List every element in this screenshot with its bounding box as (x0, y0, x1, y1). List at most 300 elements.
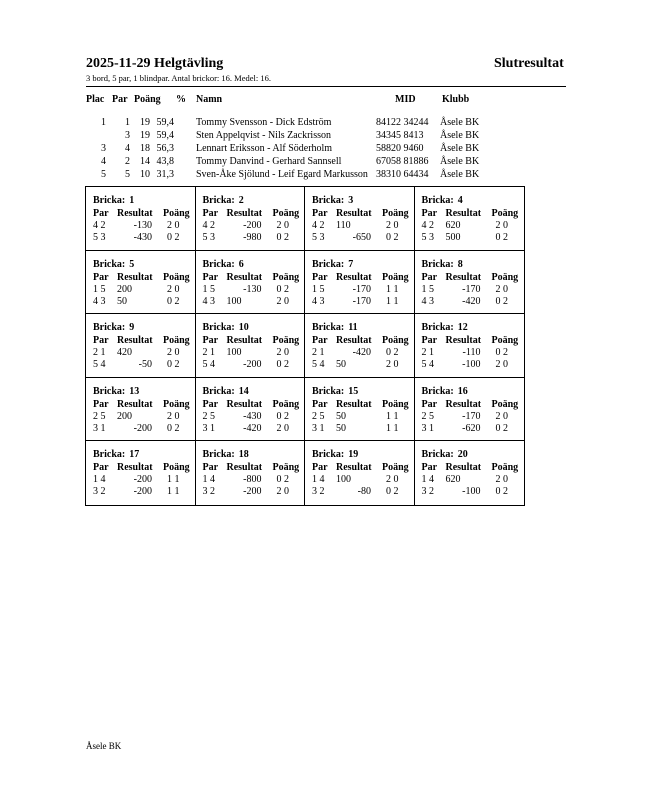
board-header-par: Par (312, 462, 328, 474)
board-result: 620 (445, 474, 461, 486)
board-result: -100 (462, 359, 481, 371)
board-result: -200 (133, 474, 152, 486)
board-result: 50 (336, 359, 346, 371)
board-points: 1 1 (386, 410, 399, 422)
result-klubb: Åsele BK (440, 156, 480, 167)
board-header-par: Par (93, 208, 109, 219)
board-header-par: Par (312, 271, 328, 283)
board-header-poang: Poäng (163, 462, 190, 474)
result-poang: 14 (140, 156, 150, 167)
board-pair: 3 1 (312, 422, 325, 434)
board-points: 0 2 (167, 359, 180, 371)
board-result: -420 (352, 347, 371, 359)
board-points: 2 0 (276, 486, 289, 498)
result-pct: 31,3 (156, 169, 174, 180)
board-result: 50 (336, 410, 346, 422)
board-header-par: Par (202, 271, 219, 283)
result-par: 1 (125, 117, 130, 128)
result-mid: 34345 8413 (376, 130, 424, 141)
page-title: 2025-11-29 Helgtävling (86, 56, 224, 71)
board-title (203, 386, 249, 397)
board-result: -650 (352, 232, 371, 243)
board-card (415, 378, 525, 442)
result-poang: 10 (140, 169, 150, 180)
board-pair: 3 2 (421, 486, 434, 498)
board-pair: 4 2 (312, 220, 325, 231)
board-card (196, 314, 306, 378)
board-label: Bricka: (421, 449, 454, 461)
board-result: -200 (243, 359, 262, 371)
board-header-par: Par (93, 271, 109, 283)
board-header-resultat: Resultat (226, 335, 263, 347)
report-type-title: Slutresultat (494, 56, 564, 71)
board-result: -110 (462, 347, 481, 359)
result-namn: Tommy Danvind - Gerhard Sannsell (196, 156, 342, 167)
board-number: 20 (457, 449, 468, 461)
board-result: -200 (133, 486, 152, 498)
board-result: 110 (336, 220, 351, 231)
board-card (86, 251, 196, 315)
board-header-poang: Poäng (163, 398, 190, 410)
board-pair: 2 1 (93, 347, 106, 359)
board-pair: 2 5 (202, 410, 215, 422)
board-pair: 1 5 (93, 283, 106, 295)
board-pair: 3 2 (312, 486, 325, 498)
board-points: 0 2 (276, 232, 289, 243)
board-card (305, 314, 415, 378)
board-header-par: Par (421, 271, 438, 283)
board-header-par: Par (202, 398, 219, 410)
board-label: Bricka: (421, 385, 454, 397)
board-title (312, 195, 353, 206)
board-pair: 3 1 (202, 422, 215, 434)
board-pair: 2 1 (312, 347, 325, 359)
board-header-poang: Poäng (382, 335, 409, 347)
board-result: 50 (336, 422, 346, 434)
board-header-resultat: Resultat (336, 462, 372, 474)
result-mid: 38310 64434 (376, 169, 429, 180)
board-points: 0 2 (167, 422, 180, 434)
board-header-par: Par (312, 398, 328, 410)
board-pair: 1 4 (312, 474, 325, 486)
board-points: 2 0 (276, 422, 289, 434)
board-number: 17 (129, 449, 140, 461)
board-pair: 1 5 (421, 283, 434, 295)
board-number: 16 (457, 385, 468, 397)
board-header-poang: Poäng (491, 462, 519, 474)
board-header-poang: Poäng (382, 398, 409, 410)
board-header-resultat: Resultat (117, 208, 153, 219)
board-card (196, 187, 306, 251)
board-header-resultat: Resultat (117, 462, 153, 474)
board-pair: 4 3 (93, 295, 106, 307)
board-points: 1 1 (167, 486, 180, 498)
board-card (305, 187, 415, 251)
result-klubb: Åsele BK (440, 143, 480, 154)
board-points: 0 2 (276, 410, 289, 422)
board-result: -170 (352, 283, 371, 295)
board-header-resultat: Resultat (226, 271, 263, 283)
board-result: -170 (462, 283, 481, 295)
board-number: 19 (348, 449, 359, 461)
board-title (203, 449, 249, 460)
board-header-poang: Poäng (163, 208, 190, 219)
result-par: 2 (125, 156, 130, 167)
board-label: Bricka: (93, 322, 126, 334)
board-title (203, 259, 244, 270)
board-points: 2 0 (167, 220, 180, 231)
board-card (415, 187, 525, 251)
board-result: 50 (117, 295, 127, 307)
board-pair: 4 3 (421, 295, 434, 307)
board-header-par: Par (202, 208, 219, 219)
header-divider (86, 86, 566, 87)
board-card (415, 314, 525, 378)
board-result: -130 (243, 283, 262, 295)
board-points: 2 0 (386, 359, 399, 371)
board-points: 2 0 (495, 474, 508, 486)
board-card (86, 314, 196, 378)
board-pair: 1 4 (202, 474, 215, 486)
result-namn: Tommy Svensson - Dick Edström (196, 117, 332, 128)
board-pair: 1 4 (421, 474, 434, 486)
board-title (312, 449, 358, 460)
board-title (93, 386, 139, 397)
board-header-poang: Poäng (272, 398, 300, 410)
board-title (312, 386, 358, 397)
result-par: 3 (125, 130, 130, 141)
board-points: 0 2 (386, 232, 399, 243)
board-header-resultat: Resultat (445, 208, 482, 219)
board-result: 420 (117, 347, 132, 359)
board-label: Bricka: (93, 195, 126, 206)
result-poang: 18 (140, 143, 150, 154)
board-points: 2 0 (276, 220, 289, 231)
board-points: 0 2 (386, 347, 399, 359)
col-header-plac: Plac (86, 94, 105, 105)
result-klubb: Åsele BK (440, 169, 480, 180)
col-header-mid: MID (395, 94, 416, 105)
board-points: 1 1 (386, 295, 399, 307)
board-header-resultat: Resultat (117, 271, 153, 283)
result-pct: 56,3 (156, 143, 174, 154)
board-points: 0 2 (276, 283, 289, 295)
board-pair: 3 1 (421, 422, 434, 434)
board-header-par: Par (93, 398, 109, 410)
board-header-par: Par (93, 335, 109, 347)
board-card (305, 441, 415, 505)
board-title (422, 386, 468, 397)
board-card (196, 441, 306, 505)
board-header-par: Par (312, 208, 328, 219)
board-header-par: Par (421, 398, 438, 410)
board-card (86, 441, 196, 505)
board-pair: 5 4 (421, 359, 434, 371)
board-points: 2 0 (386, 474, 399, 486)
board-label: Bricka: (202, 322, 235, 334)
board-title (93, 259, 134, 270)
board-label: Bricka: (312, 449, 345, 461)
board-pair: 4 3 (202, 295, 215, 307)
board-result: -130 (133, 220, 152, 231)
board-points: 2 0 (167, 410, 180, 422)
board-pair: 5 3 (93, 232, 106, 243)
result-klubb: Åsele BK (440, 130, 480, 141)
board-header-resultat: Resultat (445, 398, 482, 410)
board-points: 2 0 (276, 295, 289, 307)
board-label: Bricka: (93, 385, 126, 397)
board-header-resultat: Resultat (117, 335, 153, 347)
board-pair: 5 3 (421, 232, 434, 243)
board-label: Bricka: (421, 195, 454, 206)
board-pair: 3 2 (93, 486, 106, 498)
board-label: Bricka: (312, 258, 345, 270)
board-result: -200 (133, 422, 152, 434)
board-number: 1 (129, 195, 135, 206)
board-title (422, 449, 468, 460)
board-label: Bricka: (421, 322, 454, 334)
result-plac: 5 (101, 169, 106, 180)
board-header-poang: Poäng (272, 462, 300, 474)
result-namn: Sven-Åke Sjölund - Leif Egard Markusson (196, 169, 368, 180)
board-pair: 4 2 (421, 220, 434, 231)
board-header-resultat: Resultat (226, 208, 263, 219)
board-title (93, 195, 134, 206)
board-result: -420 (243, 422, 262, 434)
board-header-resultat: Resultat (336, 335, 372, 347)
board-label: Bricka: (421, 258, 454, 270)
board-result: -430 (133, 232, 152, 243)
result-poang: 19 (140, 130, 150, 141)
board-header-poang: Poäng (491, 398, 519, 410)
board-points: 2 0 (495, 359, 508, 371)
result-namn: Sten Appelqvist - Nils Zackrisson (196, 130, 331, 141)
board-result: -80 (357, 486, 371, 498)
board-points: 0 2 (386, 486, 399, 498)
board-result: 620 (445, 220, 461, 231)
result-mid: 58820 9460 (376, 143, 424, 154)
board-header-poang: Poäng (491, 208, 519, 219)
board-number: 12 (457, 322, 468, 334)
board-points: 2 0 (495, 410, 508, 422)
board-pair: 1 5 (202, 283, 215, 295)
board-points: 0 2 (495, 232, 508, 243)
board-header-par: Par (421, 335, 438, 347)
result-plac: 1 (101, 117, 106, 128)
col-header-pct: % (176, 94, 186, 105)
board-number: 11 (348, 322, 358, 334)
board-header-poang: Poäng (272, 271, 300, 283)
board-result: 200 (117, 283, 132, 295)
board-number: 8 (457, 258, 463, 270)
board-result: -170 (352, 295, 371, 307)
board-result: -100 (462, 486, 481, 498)
col-header-klubb: Klubb (442, 94, 470, 105)
board-result: -800 (243, 474, 262, 486)
board-header-par: Par (421, 208, 438, 219)
col-header-namn: Namn (196, 94, 223, 105)
board-header-poang: Poäng (491, 335, 519, 347)
board-number: 7 (348, 258, 354, 270)
board-pair: 5 4 (202, 359, 215, 371)
board-number: 2 (238, 195, 244, 206)
board-pair: 5 4 (93, 359, 106, 371)
board-result: -200 (243, 220, 262, 231)
board-header-poang: Poäng (272, 208, 300, 219)
result-namn: Lennart Eriksson - Alf Söderholm (196, 143, 333, 154)
board-label: Bricka: (202, 385, 235, 397)
board-header-poang: Poäng (382, 462, 409, 474)
board-points: 2 0 (495, 283, 508, 295)
board-card (196, 378, 306, 442)
board-label: Bricka: (93, 449, 126, 461)
board-label: Bricka: (202, 195, 235, 206)
board-pair: 1 5 (312, 283, 325, 295)
board-points: 0 2 (167, 295, 180, 307)
result-klubb: Åsele BK (440, 117, 480, 128)
board-number: 13 (129, 385, 140, 397)
board-title (312, 259, 353, 270)
board-header-par: Par (421, 462, 438, 474)
board-pair: 2 5 (93, 410, 106, 422)
board-header-poang: Poäng (382, 208, 409, 219)
board-label: Bricka: (93, 258, 126, 270)
board-title (422, 259, 463, 270)
result-pct: 43,8 (156, 156, 174, 167)
board-header-resultat: Resultat (445, 271, 482, 283)
result-mid: 67058 81886 (376, 156, 429, 167)
board-number: 4 (457, 195, 463, 206)
board-header-resultat: Resultat (445, 335, 482, 347)
board-pair: 5 4 (312, 359, 325, 371)
result-pct: 59,4 (156, 130, 174, 141)
board-header-par: Par (312, 335, 328, 347)
board-header-poang: Poäng (163, 335, 190, 347)
board-title (93, 449, 139, 460)
board-header-poang: Poäng (272, 335, 300, 347)
board-points: 0 2 (495, 347, 508, 359)
board-card (86, 187, 196, 251)
col-header-poang: Poäng (134, 94, 161, 105)
board-points: 2 0 (495, 220, 508, 231)
board-pair: 5 3 (202, 232, 215, 243)
board-header-resultat: Resultat (226, 462, 263, 474)
board-result: -980 (243, 232, 262, 243)
board-title (93, 322, 134, 333)
board-pair: 4 3 (312, 295, 325, 307)
board-points: 0 2 (495, 422, 508, 434)
board-points: 2 0 (386, 220, 399, 231)
board-label: Bricka: (202, 258, 235, 270)
board-pair: 1 4 (93, 474, 106, 486)
board-header-resultat: Resultat (336, 271, 372, 283)
board-pair: 3 2 (202, 486, 215, 498)
board-points: 1 1 (386, 283, 399, 295)
board-number: 10 (238, 322, 249, 334)
board-card (305, 378, 415, 442)
board-result: 100 (226, 295, 242, 307)
board-result: -200 (243, 486, 262, 498)
board-pair: 2 1 (421, 347, 434, 359)
board-pair: 2 5 (421, 410, 434, 422)
board-card (305, 251, 415, 315)
board-points: 2 0 (167, 283, 180, 295)
board-header-poang: Poäng (382, 271, 409, 283)
board-label: Bricka: (312, 322, 345, 334)
board-header-resultat: Resultat (336, 208, 372, 219)
board-points: 0 2 (276, 474, 289, 486)
board-number: 9 (129, 322, 135, 334)
board-points: 1 1 (167, 474, 180, 486)
board-header-resultat: Resultat (336, 398, 372, 410)
result-poang: 19 (140, 117, 150, 128)
board-number: 14 (238, 385, 249, 397)
board-card (196, 251, 306, 315)
event-summary: 3 bord, 5 par, 1 blindpar. Antal brickor: 16. Medel: 16. (86, 73, 271, 83)
board-card (415, 441, 525, 505)
result-plac: 3 (101, 143, 106, 154)
board-header-resultat: Resultat (226, 398, 263, 410)
col-header-par: Par (112, 94, 128, 105)
board-header-par: Par (93, 462, 109, 474)
result-par: 4 (125, 143, 130, 154)
board-pair: 2 5 (312, 410, 325, 422)
board-label: Bricka: (312, 195, 345, 206)
board-title (422, 322, 468, 333)
footer-club: Åsele BK (86, 741, 122, 751)
board-result: 100 (226, 347, 242, 359)
board-result: -620 (462, 422, 481, 434)
result-plac: 4 (101, 156, 106, 167)
board-pair: 5 3 (312, 232, 325, 243)
board-grid (85, 186, 525, 506)
board-number: 18 (238, 449, 249, 461)
board-pair: 4 2 (202, 220, 215, 231)
board-title (203, 322, 249, 333)
board-header-par: Par (202, 462, 219, 474)
board-result: -50 (138, 359, 152, 371)
board-result: 500 (445, 232, 461, 243)
board-result: -430 (243, 410, 262, 422)
board-number: 3 (348, 195, 354, 206)
board-points: 0 2 (495, 486, 508, 498)
board-header-poang: Poäng (163, 271, 190, 283)
board-points: 0 2 (167, 232, 180, 243)
board-points: 1 1 (386, 422, 399, 434)
board-card (86, 378, 196, 442)
result-mid: 84122 34244 (376, 117, 429, 128)
board-header-poang: Poäng (491, 271, 519, 283)
board-result: 100 (336, 474, 351, 486)
board-points: 2 0 (276, 347, 289, 359)
board-title (422, 195, 463, 206)
board-label: Bricka: (312, 385, 345, 397)
board-card (415, 251, 525, 315)
board-pair: 3 1 (93, 422, 106, 434)
result-par: 5 (125, 169, 130, 180)
board-points: 0 2 (276, 359, 289, 371)
board-number: 6 (238, 258, 244, 270)
board-result: 200 (117, 410, 132, 422)
board-points: 0 2 (495, 295, 508, 307)
board-header-par: Par (202, 335, 219, 347)
board-label: Bricka: (202, 449, 235, 461)
board-result: -170 (462, 410, 481, 422)
board-header-resultat: Resultat (445, 462, 482, 474)
board-pair: 2 1 (202, 347, 215, 359)
board-points: 2 0 (167, 347, 180, 359)
result-pct: 59,4 (156, 117, 174, 128)
